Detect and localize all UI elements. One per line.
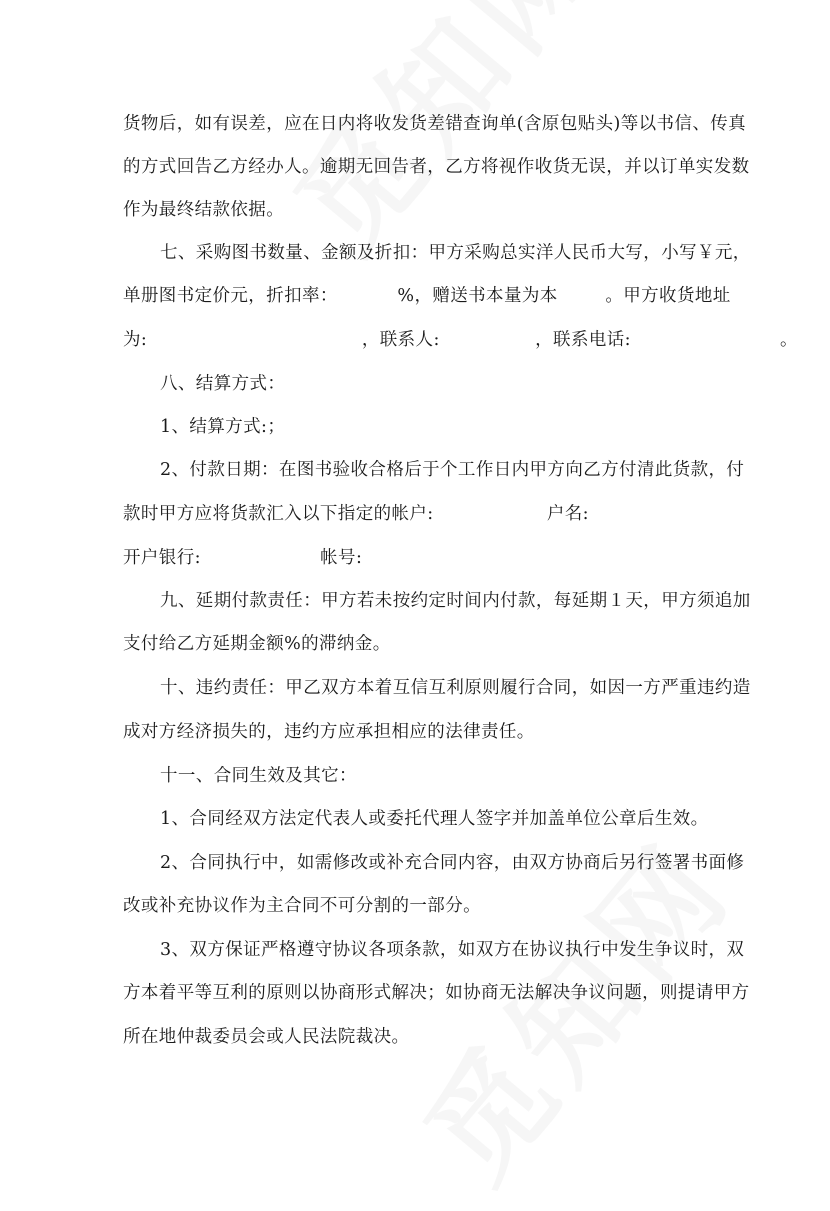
paragraph-line: 支付给乙方延期金额%的滞纳金。	[123, 634, 391, 654]
paragraph-line: 单册图书定价元，折扣率： %，赠送书本量为本 。甲方收货地址	[123, 286, 731, 306]
paragraph-line: 为: ，联系人: ，联系电话: 。	[123, 330, 798, 350]
paragraph-line: 3、双方保证严格遵守协议各项条款，如双方在协议执行中发生争议时，双	[160, 940, 745, 960]
paragraph-line: 改或补充协议作为主合同不可分割的一部分。	[123, 896, 481, 916]
paragraph-line: 1、结算方式:；	[160, 417, 286, 437]
paragraph-line: 作为最终结款依据。	[123, 200, 285, 220]
paragraph-line: 所在地仲裁委员会或人民法院裁决。	[123, 1027, 410, 1047]
paragraph-line: 2、合同执行中，如需修改或补充合同内容，由双方协商后另行签署书面修	[160, 853, 745, 873]
paragraph-line: 九、延期付款责任：甲方若未按约定时间内付款，每延期１天，甲方须追加	[160, 591, 751, 611]
section-heading: 十一、合同生效及其它：	[160, 766, 357, 786]
paragraph-line: 七、采购图书数量、金额及折扣：甲方采购总实洋人民币大写，小写￥元，	[160, 243, 751, 263]
watermark	[250, 0, 632, 281]
paragraph-line: 的方式回告乙方经办人。逾期无回告者，乙方将视作收货无误，并以订单实发数	[123, 157, 750, 177]
paragraph-line: 款时甲方应将货款汇入以下指定的帐户: 户名:	[123, 504, 589, 524]
paragraph-line: 成对方经济损失的，违约方应承担相应的法律责任。	[123, 722, 535, 742]
paragraph-line: 方本着平等互利的原则以协商形式解决；如协商无法解决争议问题，则提请甲方	[123, 983, 750, 1003]
section-heading: 八、结算方式：	[160, 374, 286, 394]
paragraph-line: 2、付款日期：在图书验收合格后于个工作日内甲方向乙方付清此货款，付	[160, 460, 745, 480]
paragraph-line: 1、合同经双方法定代表人或委托代理人签字并加盖单位公章后生效。	[160, 809, 709, 829]
paragraph-line: 货物后，如有误差，应在日内将收发货差错查询单(含原包贴头)等以书信、传真	[123, 114, 747, 134]
paragraph-line: 开户银行: 帐号:	[123, 548, 363, 568]
paragraph-line: 十、违约责任：甲乙双方本着互信互利原则履行合同，如因一方严重违约造	[160, 678, 751, 698]
